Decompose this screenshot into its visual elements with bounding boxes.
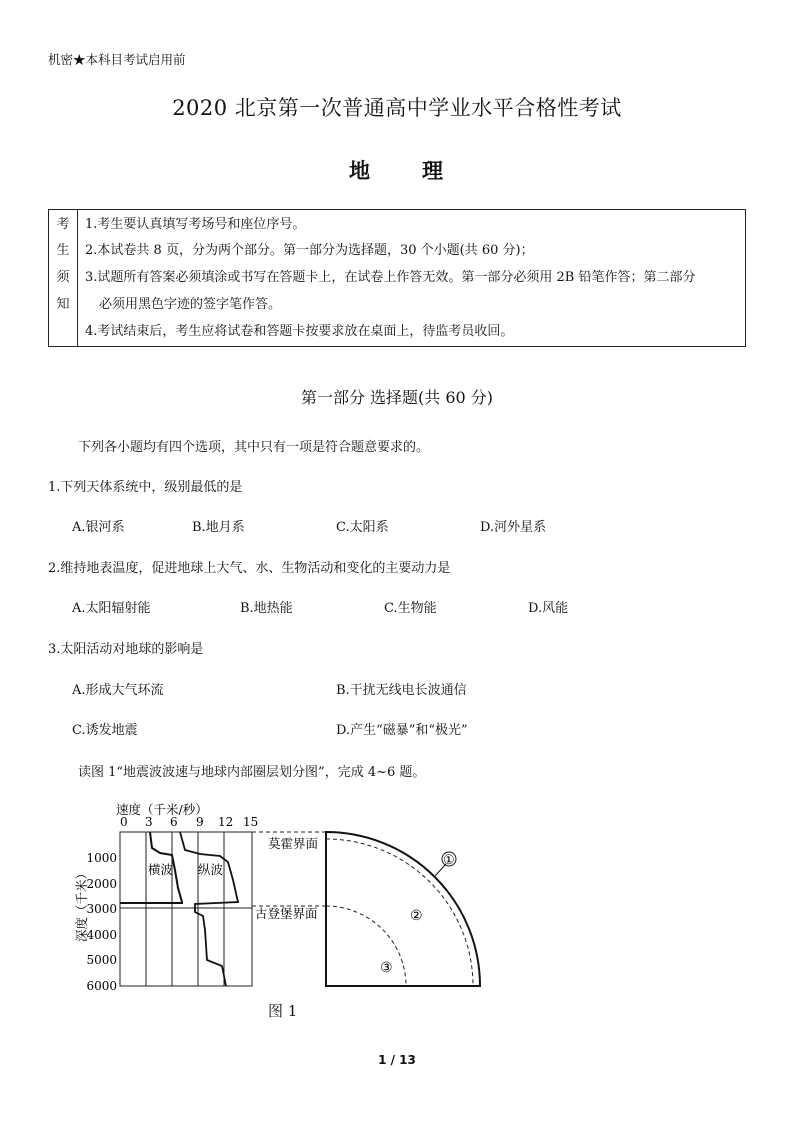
section-title: 第一部分 选择题(共 60 分) bbox=[300, 388, 494, 407]
notice-label-char: 考 bbox=[56, 217, 70, 232]
instruction: 下列各小题均有四个选项，其中只有一项是符合题意要求的。 bbox=[78, 440, 430, 455]
y-axis-title: 深度（千米） bbox=[74, 866, 89, 942]
y-tick: 5000 bbox=[86, 953, 117, 967]
confidential-mark: 机密★本科目考试启用前 bbox=[48, 52, 186, 67]
x-tick: 6 bbox=[170, 815, 178, 829]
page-number: 1 / 13 bbox=[378, 1053, 416, 1067]
layer-marker-3: ③ bbox=[380, 960, 393, 976]
subject-char-1: 地 bbox=[349, 158, 372, 183]
gutenberg-arc bbox=[326, 906, 406, 986]
figure-intro: 读图 1“地震波波速与地球内部圈层划分图”，完成 4~6 题。 bbox=[78, 765, 426, 780]
option-b: B.地热能 bbox=[240, 601, 293, 616]
layer-marker-1: ① bbox=[443, 853, 455, 868]
layer-marker-2: ② bbox=[410, 908, 423, 924]
notice-line: 必须用黑色字迹的签字笔作答。 bbox=[99, 297, 282, 312]
x-tick: 15 bbox=[243, 815, 259, 829]
question-stem: 2.维持地表温度，促进地球上大气、水、生物活动和变化的主要动力是 bbox=[48, 561, 451, 576]
option-b: B.地月系 bbox=[192, 520, 245, 535]
x-tick: 9 bbox=[196, 815, 204, 829]
subject-char-2: 理 bbox=[422, 158, 445, 183]
earth-quarter-diagram bbox=[326, 832, 480, 986]
option-a: A.银河系 bbox=[72, 520, 125, 535]
longitudinal-wave-curve bbox=[180, 832, 238, 986]
option-d: D.产生“磁暴”和“极光” bbox=[336, 723, 468, 738]
notice-label bbox=[49, 210, 78, 346]
x-tick: 3 bbox=[145, 815, 153, 829]
notice-line: 2.本试卷共 8 页，分为两个部分。第一部分为选择题，30 个小题(共 60 分)； bbox=[85, 243, 534, 258]
y-tick: 3000 bbox=[86, 902, 117, 916]
question-stem: 3.太阳活动对地球的影响是 bbox=[48, 642, 204, 657]
exam-title: 2020 北京第一次普通高中学业水平合格性考试 bbox=[172, 96, 622, 120]
notice-label-char: 生 bbox=[56, 243, 70, 258]
notice-box bbox=[48, 209, 746, 347]
x-axis-title: 速度（千米/秒） bbox=[116, 802, 208, 817]
transverse-wave-label: 横波 bbox=[148, 862, 174, 877]
y-tick: 6000 bbox=[86, 979, 117, 993]
x-tick: 0 bbox=[120, 815, 128, 829]
y-tick: 2000 bbox=[86, 877, 117, 891]
notice-label-char: 须 bbox=[56, 270, 70, 285]
option-a: A.形成大气环流 bbox=[72, 683, 164, 698]
option-c: C.太阳系 bbox=[336, 520, 389, 535]
figure-caption: 图 1 bbox=[268, 1002, 298, 1020]
notice-label-char: 知 bbox=[56, 297, 70, 312]
notice-line: 3.试题所有答案必须填涂或书写在答题卡上，在试卷上作答无效。第一部分必须用 2B 铅笔作答；第二部分 bbox=[85, 270, 696, 285]
moho-label: 莫霍界面 bbox=[268, 836, 319, 851]
figure-1 bbox=[0, 790, 520, 1002]
gutenberg-label: 古登堡界面 bbox=[255, 906, 318, 921]
notice-line: 1.考生要认真填写考场号和座位序号。 bbox=[85, 217, 306, 232]
longitudinal-wave-label: 纵波 bbox=[198, 862, 224, 877]
option-d: D.河外星系 bbox=[480, 520, 547, 535]
chart-grid bbox=[120, 832, 252, 986]
option-c: C.诱发地震 bbox=[72, 723, 138, 738]
y-tick: 1000 bbox=[86, 851, 117, 865]
option-a: A.太阳辐射能 bbox=[72, 601, 151, 616]
option-b: B.干扰无线电长波通信 bbox=[336, 683, 467, 698]
notice-line: 4.考试结束后，考生应将试卷和答题卡按要求放在桌面上，待监考员收回。 bbox=[85, 324, 514, 339]
y-tick: 4000 bbox=[86, 928, 117, 942]
option-c: C.生物能 bbox=[384, 601, 437, 616]
x-tick: 12 bbox=[218, 815, 234, 829]
subject-title bbox=[0, 155, 794, 185]
question-stem: 1.下列天体系统中，级别最低的是 bbox=[48, 480, 243, 495]
option-d: D.风能 bbox=[528, 601, 569, 616]
